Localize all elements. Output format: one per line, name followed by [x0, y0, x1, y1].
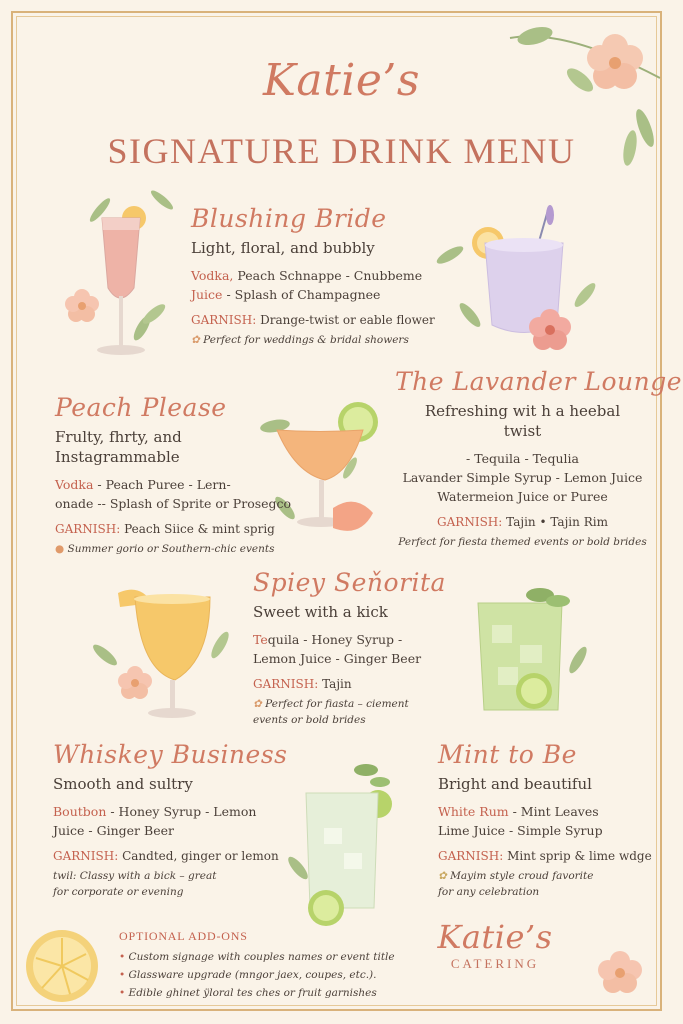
brand-script: Katie’s: [437, 918, 553, 956]
ingredient-highlight: Te: [253, 632, 268, 647]
lavender-lounge-glass-illustration: [430, 205, 605, 365]
tagline-line: twist: [503, 422, 542, 440]
ingredient-highlight: Vodka: [55, 477, 94, 492]
drink-mint-to-be: [438, 740, 652, 900]
garnish-label: GARNISH:: [55, 522, 121, 536]
drink-note: [55, 541, 291, 557]
flower-corner-illustration: [590, 945, 650, 1000]
ingredient-line: - Mint Leaves: [508, 804, 599, 819]
page-title: SIGNATURE DRINK MENU: [107, 131, 576, 171]
garnish-text: Drange-twist or eable flower: [260, 313, 435, 327]
drink-peach-please: [55, 393, 291, 557]
leaf-icon: ✿: [191, 334, 200, 346]
brand-logo: [430, 918, 560, 972]
note-text: Mayim style croud favorite: [450, 870, 594, 882]
ingredient-line: onade -- Splash of Sprite or Prosegco: [55, 496, 292, 511]
note-text: events or bold brides: [253, 714, 366, 726]
drink-garnish: [53, 848, 288, 865]
drink-ingredients: [53, 802, 288, 840]
drink-note: Perfect for fiesta themed events or bold brides: [398, 536, 647, 548]
optional-addons: [119, 929, 395, 1002]
drink-whiskey-business: [53, 740, 288, 900]
drink-tagline: [55, 427, 291, 467]
garnish-text: Candted, ginger or lemon: [122, 849, 279, 863]
ingredient-highlight: Boutbon: [53, 804, 107, 819]
drink-spicy-senorita: [253, 568, 446, 728]
garnish-label: GARNISH:: [253, 677, 319, 691]
ingredient-line: Lemon Juice - Ginger Beer: [253, 651, 422, 666]
ingredient-line: Lavander Simple Syrup - Lemon Juice: [402, 470, 643, 485]
ingredient-line: - Peach Puree - Lern-: [93, 477, 231, 492]
blushing-bride-glass-illustration: [62, 188, 180, 373]
tagline-line: Refreshing wit h a heebal: [424, 402, 621, 420]
note-text: Perfect for weddings & bridal showers: [203, 334, 409, 346]
addons-heading: OPTIONAL ADD-ONS: [119, 929, 248, 943]
addon-item: • Custom signage with couples names or event title: [119, 948, 395, 966]
addon-item: • Edible ghinet ÿloral tes ches or fruit garnishes: [119, 984, 395, 1002]
garnish-text: Tajin • Tajin Rim: [506, 515, 608, 529]
tagline-line: Frulty, fhrty, and: [55, 428, 182, 446]
note-text: for any celebration: [438, 886, 540, 898]
drink-name: Whiskey Business: [53, 740, 288, 769]
ingredient-line: quila - Honey Syrup -: [267, 632, 403, 647]
ingredient-highlight: Juice: [191, 287, 223, 302]
ingredient-line: - Honey Syrup - Lemon: [106, 804, 257, 819]
drink-ingredients: [253, 630, 446, 668]
garnish-text: Peach Siice & mint sprig: [124, 522, 275, 536]
garnish-text: Mint sprip & lime wdge: [507, 849, 652, 863]
note-text: Perfect for fiasta – ciement: [265, 698, 409, 710]
drink-garnish: [191, 312, 435, 329]
drink-ingredients: [191, 266, 435, 304]
drink-tagline: [395, 401, 650, 441]
tagline-line: Instagrammable: [55, 448, 180, 466]
mojito-glass-illustration: [470, 585, 595, 720]
garnish-text: Tajin: [322, 677, 352, 691]
drink-garnish: [395, 514, 650, 531]
drink-ingredients: [55, 475, 291, 513]
drink-name: Blushing Bride: [191, 204, 387, 233]
drink-name: Peach Please: [55, 393, 227, 422]
drink-name: Mint to Be: [438, 740, 577, 769]
note-text: for corporate or evening: [53, 886, 184, 898]
garnish-label: GARNISH:: [437, 515, 503, 529]
ingredient-line: - Splash of Champagnee: [222, 287, 381, 302]
note-text: twil: Classy with a bick – great: [53, 870, 217, 882]
ingredient-highlight: Vodka,: [191, 268, 234, 283]
ingredient-line: Watermeion Juice or Puree: [437, 489, 608, 504]
drink-note: [438, 868, 652, 900]
leaf-icon: ✿: [253, 698, 262, 710]
garnish-label: GARNISH:: [191, 313, 257, 327]
ingredient-line: Peach Schnappe - Cnubbeme: [233, 268, 423, 283]
drink-blushing-bride: [191, 204, 435, 348]
garnish-label: GARNISH:: [53, 849, 119, 863]
drink-tagline: Bright and beautiful: [438, 775, 592, 793]
drink-name: Spiey Seňorita: [253, 568, 446, 597]
drink-name: The Lavander Lounge: [395, 367, 683, 396]
drink-tagline: Light, floral, and bubbly: [191, 239, 375, 257]
drink-note: [191, 332, 435, 348]
addons-list: [119, 948, 395, 1002]
ingredient-line: Lime Juice - Simple Syrup: [438, 823, 603, 838]
drink-garnish: [253, 676, 446, 693]
lemon-slice-illustration: [22, 918, 104, 1013]
note-text: Summer gorio or Southern-chic events: [67, 543, 275, 555]
drink-ingredients: [395, 449, 650, 506]
garnish-label: GARNISH:: [438, 849, 504, 863]
ingredient-line: - Tequila - Tequlia: [466, 451, 579, 466]
peach-icon: ●: [55, 543, 65, 555]
brand-caps: CATERING: [450, 956, 540, 971]
whiskey-business-glass-illustration: [288, 758, 400, 928]
drink-garnish: [438, 848, 652, 865]
ingredient-highlight: White Rum: [438, 804, 509, 819]
drink-note: [253, 696, 446, 728]
drink-tagline: Sweet with a kick: [253, 603, 388, 621]
drink-garnish: [55, 521, 291, 538]
drink-note: [53, 868, 288, 900]
leaf-icon: ✿: [438, 870, 447, 882]
addon-item: • Glassware upgrade (mngor jaex, coupes, etc.).: [119, 966, 395, 984]
drink-ingredients: [438, 802, 652, 840]
drink-tagline: Smooth and sultry: [53, 775, 193, 793]
ingredient-line: Juice - Ginger Beer: [53, 823, 174, 838]
spicy-senorita-glass-illustration: [90, 585, 240, 725]
drink-lavander-lounge: [395, 367, 683, 550]
title-script: Katie’s: [263, 55, 420, 106]
